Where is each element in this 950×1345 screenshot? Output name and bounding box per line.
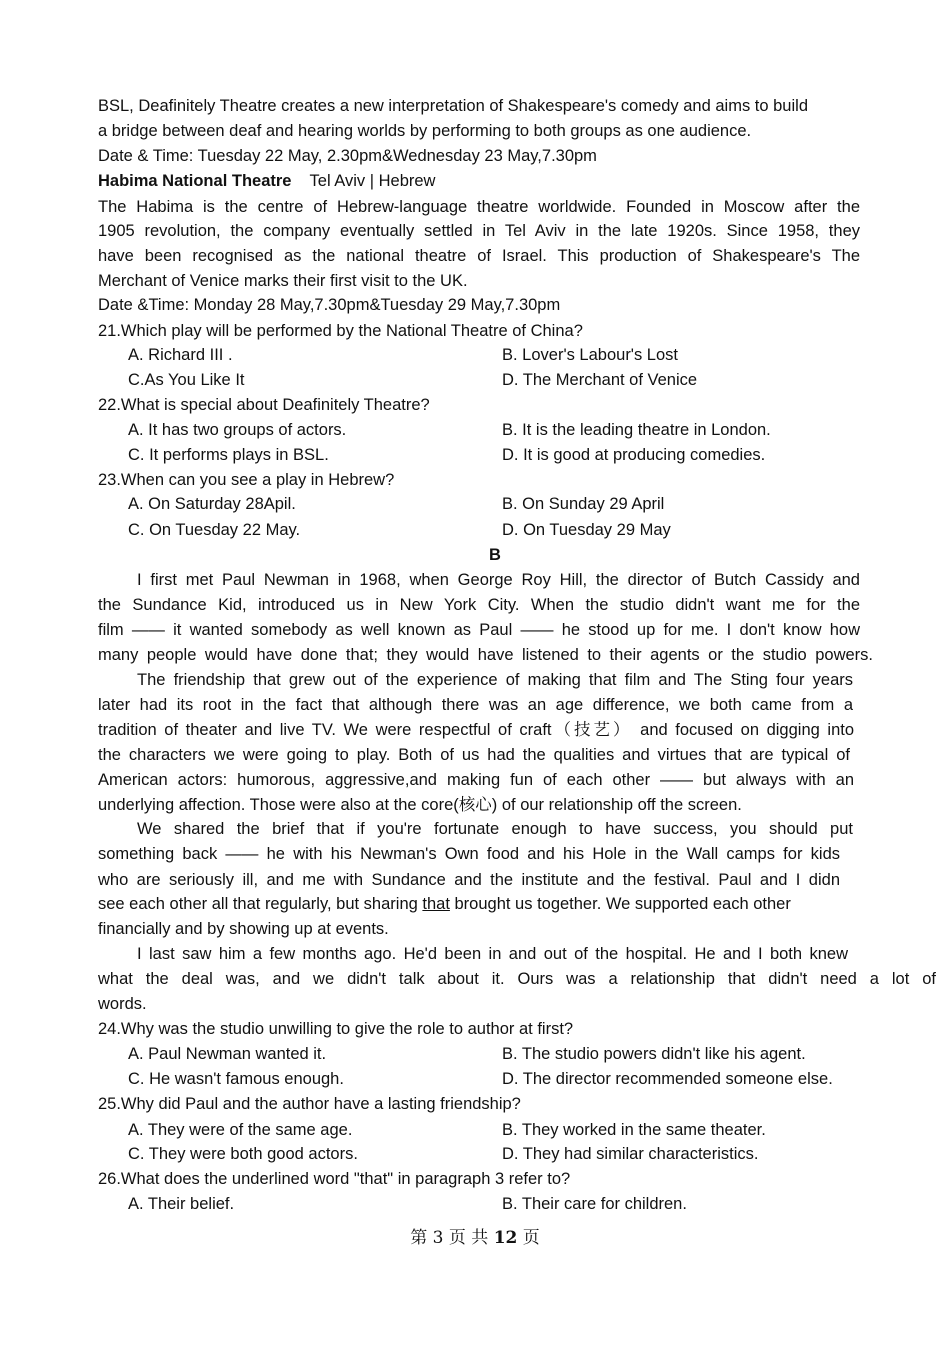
paragraph-text: brought us together. We supported each other (449, 895, 791, 913)
bsl-description-line-2: a bridge between deaf and hearing worlds by performing to both groups as one audience. (98, 122, 752, 140)
answer-option: B. They worked in the same theater. (502, 1121, 766, 1139)
answer-option: C. On Tuesday 22 May. (128, 521, 301, 539)
footer-prefix: 第 (410, 1228, 428, 1248)
paragraph-line: I first met Paul Newman in 1968, when George Roy Hill, the director of Butch Cassidy and (137, 571, 860, 589)
paragraph-line: tradition of theater and live TV. We were respectful of craft（技艺） and focused on digging into (98, 721, 854, 739)
answer-option: B. Lover's Labour's Lost (502, 346, 678, 364)
answer-option: B. On Sunday 29 April (502, 495, 665, 513)
paragraph-line: I last saw him a few months ago. He'd been in and out of the hospital. He and I both knew (137, 945, 848, 963)
answer-option: A. Paul Newman wanted it. (128, 1045, 327, 1063)
answer-option: A. Their belief. (128, 1195, 235, 1213)
paragraph-text: see each other all that regularly, but sharing (98, 895, 423, 913)
answer-option: B. Their care for children. (502, 1195, 687, 1213)
answer-option: C. They were both good actors. (128, 1145, 358, 1163)
paragraph-line: words. (98, 995, 147, 1013)
question-stem: 22.What is special about Deafinitely Theatre? (98, 396, 430, 414)
answer-option: D. They had similar characteristics. (502, 1145, 759, 1163)
paragraph-line: film —— it wanted somebody as well known as Paul —— he stood up for me. I don't know how (98, 621, 860, 639)
footer-middle: 页 共 (448, 1228, 489, 1248)
question-stem: 21.Which play will be performed by the National Theatre of China? (98, 322, 583, 340)
paragraph-line: American actors: humorous, aggressive,and making fun of each other —— but always with an (98, 771, 854, 789)
bsl-description-line-1: BSL, Deafinitely Theatre creates a new interpretation of Shakespeare's comedy and aims to build (98, 97, 808, 115)
habima-description-line: have been recognised as the national theatre of Israel. This production of Shakespeare's The (98, 247, 860, 265)
paragraph-line: who are seriously ill, and me with Sundance and the institute and the festival. Paul and I didn (98, 871, 840, 889)
answer-option: C. It performs plays in BSL. (128, 446, 329, 464)
footer-suffix: 页 (522, 1228, 540, 1248)
answer-option: C.As You Like It (128, 371, 245, 389)
answer-option: C. He wasn't famous enough. (128, 1070, 344, 1088)
underlined-word-that: that (422, 895, 450, 913)
paragraph-line: financially and by showing up at events. (98, 920, 389, 938)
paragraph-line: what the deal was, and we didn't talk about it. Ours was a relationship that didn't need a lot of (98, 970, 936, 988)
paragraph-line (98, 892, 860, 917)
current-page-number: 3 (432, 1228, 444, 1248)
paragraph-line: underlying affection. Those were also at the core(核心) of our relationship off the screen. (98, 796, 742, 814)
theatre-name: Habima National Theatre (98, 172, 292, 190)
answer-option: B. The studio powers didn't like his agent. (502, 1045, 806, 1063)
paragraph-line: We shared the brief that if you're fortunate enough to have success, you should put (137, 820, 853, 838)
question-stem: 23.When can you see a play in Hebrew? (98, 471, 395, 489)
answer-option: A. They were of the same age. (128, 1121, 353, 1139)
habima-date-time: Date &Time: Monday 28 May,7.30pm&Tuesday 29 May,7.30pm (98, 296, 561, 314)
paragraph-line: the characters we were going to play. Both of us had the qualities and virtues that are typical of (98, 746, 850, 764)
paragraph-line: many people would have done that; they would have listened to their agents or the studio powers. (98, 646, 873, 664)
habima-description-line: Merchant of Venice marks their first visit to the UK. (98, 272, 468, 290)
question-stem: 24.Why was the studio unwilling to give the role to author at first? (98, 1020, 574, 1038)
paragraph-line: later had its root in the fact that although there was an age difference, we both came from a (98, 696, 853, 714)
habima-description-line: 1905 revolution, the company eventually settled in Tel Aviv in the late 1920s. Since 1958, they (98, 222, 860, 240)
answer-option: A. On Saturday 28Apil. (128, 495, 296, 513)
answer-option: D. On Tuesday 29 May (502, 521, 671, 539)
question-stem: 26.What does the underlined word "that" in paragraph 3 refer to? (98, 1170, 571, 1188)
paragraph-line: the Sundance Kid, introduced us in New York City. When the studio didn't want me for the (98, 596, 860, 614)
paragraph-line: something back —— he with his Newman's Own food and his Hole in the Wall camps for kids (98, 845, 840, 863)
total-pages: 12 (493, 1228, 518, 1248)
answer-option: D. It is good at producing comedies. (502, 446, 766, 464)
answer-option: D. The Merchant of Venice (502, 371, 698, 389)
habima-heading (98, 169, 860, 194)
answer-option: B. It is the leading theatre in London. (502, 421, 771, 439)
answer-option: A. It has two groups of actors. (128, 421, 347, 439)
page-footer (0, 1226, 950, 1250)
theatre-place-language: Tel Aviv | Hebrew (309, 172, 436, 190)
answer-option: D. The director recommended someone else. (502, 1070, 833, 1088)
bsl-date-time: Date & Time: Tuesday 22 May, 2.30pm&Wednesday 23 May,7.30pm (98, 147, 597, 165)
question-stem: 25.Why did Paul and the author have a lasting friendship? (98, 1095, 521, 1113)
section-b-heading: B (489, 546, 501, 564)
habima-description-line: The Habima is the centre of Hebrew-language theatre worldwide. Founded in Moscow after the (98, 198, 860, 216)
answer-option: A. Richard III . (128, 346, 233, 364)
paragraph-line: The friendship that grew out of the experience of making that film and The Sting four years (137, 671, 853, 689)
